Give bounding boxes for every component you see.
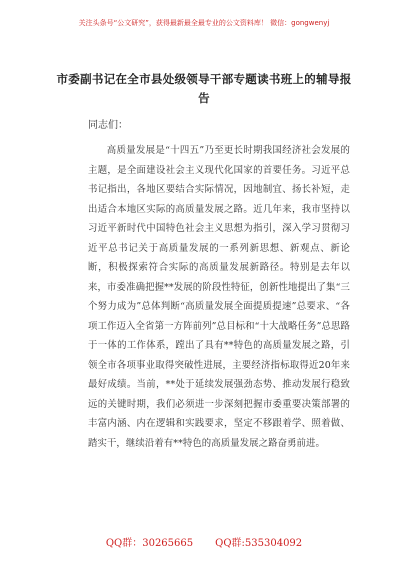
body-paragraph: 高质量发展是“十四五”乃至更长时期我国经济社会发展的主题，是全面建设社会主义现代化国家的首要任务。习近平总书记指出，各地区要结合实际情况，因地制宜、扬长补短，走出适合本地区实际的高质量发展之路。近几年来，我市坚持以习近平新时代中国特色社会主义思想为指引，深入学习贯彻习近平总书记关于高质量发展的一系列新思想、新观点、新论断，积极探索符合实际的高质量发展新路径。特别是去年以来，市委准确把握**发展的阶段性特征，创新性地提出了集“三个努力成为”总体判断“高质量发展全面提质提速”总要求、“各项工作迈入全省第一方阵前列”总目标和“十大战略任务”总思路于一体的工作体系，蹚出了具有**特色的高质量发展之路，引领全市各项事业取得突破性进展，主要经济指标取得近20年来最好成绩。当前，**处于延续发展强劲态势、推动发展行稳致远的关键时期，我们必须进一步深刻把握市委重要决策部署的丰富内涵、内在逻辑和实践要求，坚定不移跟着学、照着做、踏实干，继续沿着有**特色的高质量发展之路奋勇前进。 <box>88 145 350 449</box>
footer-contact <box>0 534 408 549</box>
footer-qq-group-1: QQ群：30265665 <box>105 538 194 549</box>
document-title: 市委副书记在全市县处级领导干部专题读书班上的辅导报告 <box>56 72 352 105</box>
footer-qq-group-2: QQ群:535304092 <box>215 538 303 549</box>
header-notice: 关注头条号“公文研究”，获得最新最全最专业的公文资料库！ 微信：gongwenyj <box>78 19 330 27</box>
salutation: 同志们： <box>88 120 128 131</box>
